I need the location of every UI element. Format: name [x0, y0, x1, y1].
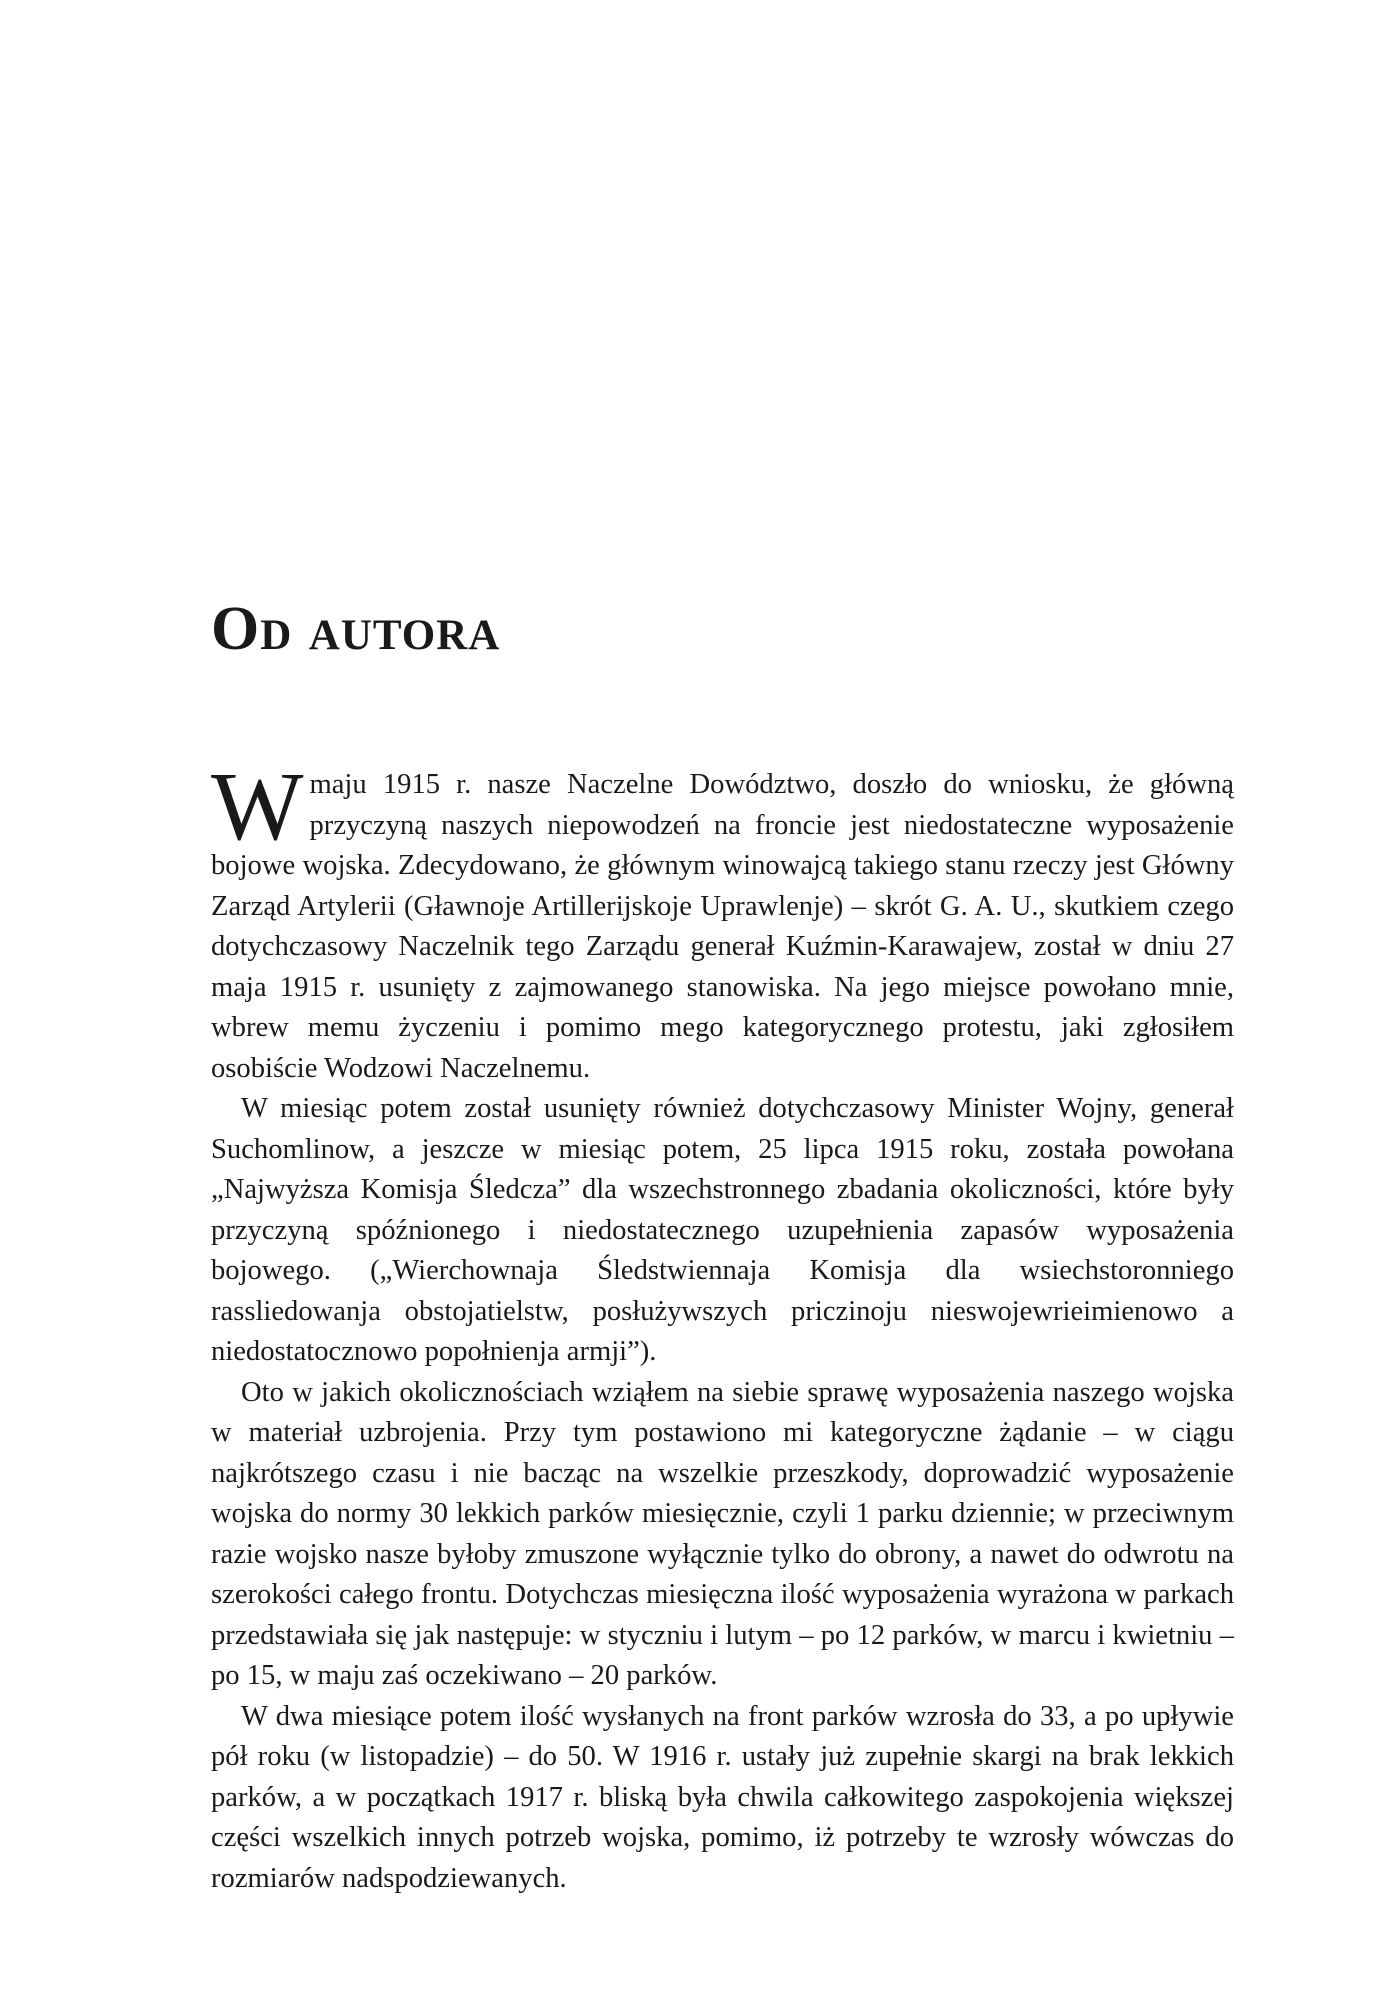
chapter-body	[211, 753, 1234, 1899]
paragraph-2: W miesiąc potem został usunięty również dotychczasowy Minister Wojny, generał Suchomlinow, a jeszcze w miesiąc potem, 25 lipca 1915 roku, została powołana „Najwyższa Komisja Śledcza” dla wszechstronnego zbadania okoliczności, które były przyczyną spóźnionego i niedostatecznego uzupełnienia zapasów wyposażenia bojowego. („Wierchownaja Śledstwiennaja Komisja dla wsiechstoronniego rassliedowanja obstojatielstw, posłużywszych priczinoju nieswojewrieimienowo a niedostatocznowo popołnienja armji”).	[211, 1093, 1234, 1367]
chapter-heading: Od autora	[211, 595, 501, 663]
paragraph-1: Wmaju 1915 r. nasze Naczelne Dowództwo, doszło do wniosku, że główną przyczyną naszych niepowodzeń na froncie jest niedostateczne wyposażenie bojowe wojska. Zdecydowano, że głównym winowajcą takiego stanu rzeczy jest Główny Zarząd Artylerii (Gławnoje Artillerijskoje Uprawlenje) – skrót G. A. U., skutkiem czego dotychczasowy Naczelnik tego Zarządu generał Kuźmin-Karawajew, został w dniu 27 maja 1915 r. usunięty z zajmowanego stanowiska. Na jego miejsce powołano mnie, wbrew memu życzeniu i pomimo mego kategorycznego protestu, jaki zgłosiłem osobiście Wodzowi Naczelnemu.	[211, 753, 1234, 1084]
paragraph-3: Oto w jakich okolicznościach wziąłem na siebie sprawę wyposażenia naszego wojska w materiał uzbrojenia. Przy tym postawiono mi kategoryczne żądanie – w ciągu najkrótszego czasu i nie bacząc na wszelkie przeszkody, doprowadzić wyposażenie wojska do normy 30 lekkich parków miesięcznie, czyli 1 parku dziennie; w przeciwnym razie wojsko nasze byłoby zmuszone wyłącznie tylko do obrony, a nawet do odwrotu na szerokości całego frontu. Dotychczas miesięczna ilość wyposażenia wyrażona w parkach przedstawiała się jak następuje: w styczniu i lutym – po 12 parków, w marcu i kwietniu – po 15, w maju zaś oczekiwano – 20 parków.	[211, 1376, 1234, 1691]
paragraph-4: W dwa miesiące potem ilość wysłanych na front parków wzrosła do 33, a po upływie pół roku (w listopadzie) – do 50. W 1916 r. ustały już zupełnie skargi na brak lekkich parków, a w początkach 1917 r. bliską była chwila całkowitego zaspokojenia większej części wszelkich innych potrzeb wojska, pomimo, iż potrzeby te wzrosły wówczas do rozmiarów nadspodziewanych.	[211, 1700, 1234, 1894]
